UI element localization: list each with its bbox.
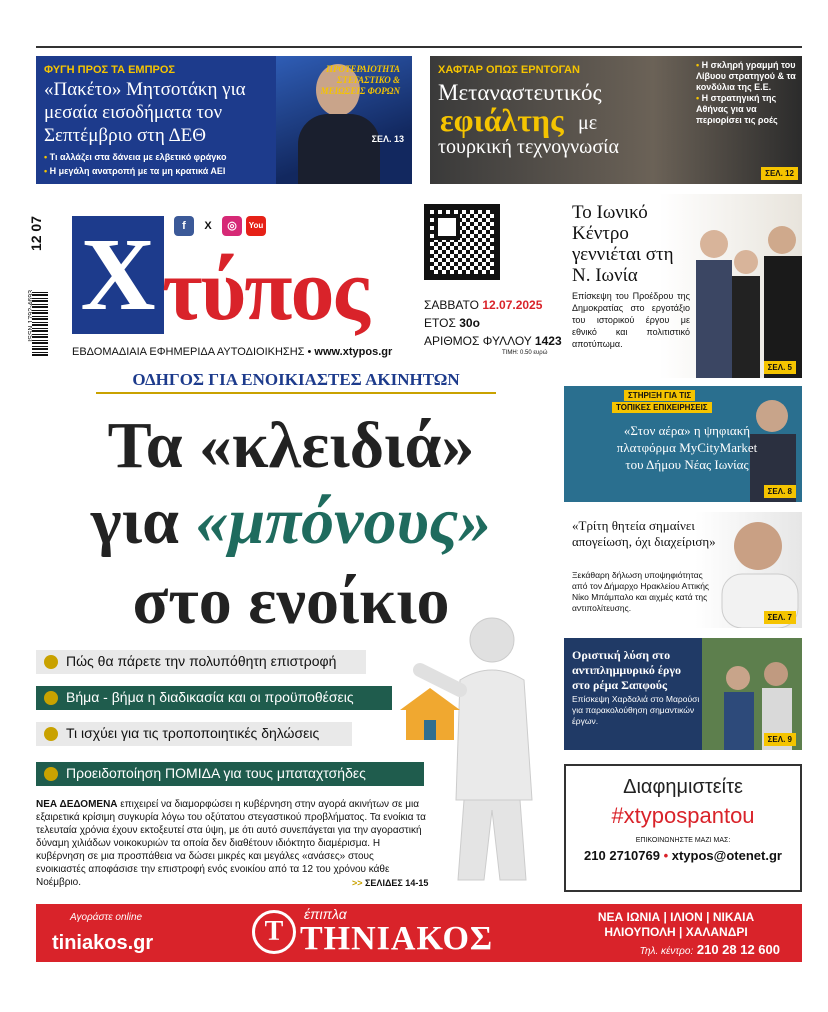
teaser-side-note: ΠΡΟΤΕΡΑΙΟΤΗΤΑ ΣΤΕΓΑΣΤΙΚΟ & ΜΕΙΩΣΕΙΣ ΦΟΡΩΝ xyxy=(320,64,400,96)
issue-year xyxy=(424,316,480,330)
year-value: 30ο xyxy=(459,316,480,330)
teaser-bullet: • Η σκληρή γραμμή του Λίβυου στρατηγού & τα κονδύλια της Ε.Ε. xyxy=(696,60,796,93)
ad-hashtag: #xtypospantou xyxy=(611,803,755,828)
ad-phone-line xyxy=(640,942,780,957)
continued-pages-text: ΣΕΛΙΔΕΣ 14-15 xyxy=(365,878,429,888)
ad-epipla: έπιπλα xyxy=(304,906,347,922)
body-text: επιχειρεί να διαμορφώσει η κυβέρνηση στην αγορά ακινήτων σε μια εξαιρετικά κρίσιμη συγκυρία λόγω του οξύτατου στεγαστικού προβλήματος. Τα ενοίκια τα τελευταία χρόνια έχουν εκτοξευτεί στα ύψη, με ότι αυτό συνεπάγεται για την αγοραστική δύναμη χιλιάδων νοικοκυριών τα οποία δεν διαθέτουν ιδιόκτητο διαμέρισμα. Η κυβέρνηση σε μια προσπάθεια να δώσει μικρές και μεγάλες «ανάσες» στους ενοικιαστές αποφάσισε την επιστροφή ενός ενοικίου από τα 12 του χρόνου κάθε Νοέμβριο. xyxy=(36,799,426,888)
issue-date-value: 12.07.2025 xyxy=(482,298,543,312)
issue-date xyxy=(424,298,542,312)
main-point: Τι ισχύει για τις τροποποιητικές δηλώσεις xyxy=(36,722,352,746)
page-ref: ΣΕΛ. 7 xyxy=(764,611,796,624)
teaser-migration[interactable] xyxy=(430,56,802,184)
logo-x: Χ xyxy=(72,216,164,334)
story-kicker: ΣΤΗΡΙΞΗ ΓΙΑ ΤΙΣ xyxy=(624,390,695,401)
barcode xyxy=(32,290,48,356)
main-point: Πώς θα πάρετε την πολυπόθητη επιστροφή xyxy=(36,650,366,674)
story-headline: Οριστική λύση στο αντιπλημμυρικό έργο στο ρέμα Σαπφούς xyxy=(572,648,682,692)
issue-number xyxy=(424,334,562,348)
headline-highlight: «μπόνους» xyxy=(195,485,492,558)
main-kicker: ΟΔΗΓΟΣ ΓΙΑ ΕΝΟΙΚΙΑΣΤΕΣ ΑΚΙΝΗΤΩΝ xyxy=(96,370,496,394)
teaser-headline-line1: Μεταναστευτικός xyxy=(438,80,602,105)
ad-email[interactable]: xtypos@otenet.gr xyxy=(671,848,782,863)
story-text: Ξεκάθαρη δήλωση υποψηφιότητας από τον Δήμαρχο Ηρακλείου Αττικής Νίκο Μπάμπαλο και αιχμές κατά της αντιπολίτευσης. xyxy=(572,570,710,613)
instagram-icon[interactable]: ◎ xyxy=(222,216,242,236)
ad-contact-label: ΕΠΙΚΟΙΝΩΝΗΣΤΕ ΜΑΖΙ ΜΑΣ: xyxy=(635,837,731,844)
body-lead: ΝΕΑ ΔΕΔΟΜΕΝΑ xyxy=(36,799,118,810)
main-point: Βήμα - βήμα η διαδικασία και οι προϋποθέσεις xyxy=(36,686,392,710)
logo-word: τύπος xyxy=(162,242,368,339)
teaser-kicker: ΧΑΦΤΑΡ ΟΠΩΣ ΕΡΝΤΟΓΑΝ xyxy=(438,64,580,76)
ad-online-label: Αγοράστε online xyxy=(70,912,143,923)
date-vertical-text: 12 07 xyxy=(28,216,44,252)
page-ref: ΣΕΛ. 12 xyxy=(761,167,798,180)
ad-brand: ΤΗΝΙΑΚΟΣ xyxy=(300,920,494,957)
story-headline: «Τρίτη θητεία σημαίνει απογείωση, όχι διαχείριση» xyxy=(572,518,716,549)
main-body xyxy=(36,798,429,889)
story-text: Επίσκεψη Χαρδαλιά στο Μαρούσι για παρακολούθηση σημαντικών έργων. xyxy=(572,694,700,726)
ad-phone[interactable]: 210 2710769 xyxy=(584,848,660,863)
youtube-icon[interactable]: You xyxy=(246,216,266,236)
price: ΤΙΜΗ: 0.50 ευρώ xyxy=(502,350,548,356)
qr-code[interactable] xyxy=(424,204,500,280)
teaser-headline-line3: τουρκική τεχνογνωσία xyxy=(438,136,619,158)
ad-areas-line2: ΗΛΙΟΥΠΟΛΗ | ΧΑΛΑΝΔΡΙ xyxy=(604,925,748,939)
tagline-text: ΕΒΔΟΜΑΔΙΑΙΑ ΕΦΗΜΕΡΙΔΑ ΑΥΤΟΔΙΟΙΚΗΣΗΣ xyxy=(72,346,305,358)
teaser-headline: «Πακέτο» Μητσοτάκη για μεσαία εισοδήματα τον Σεπτέμβριο στη ΔΕΘ xyxy=(44,79,246,146)
ad-tel[interactable]: 210 28 12 600 xyxy=(696,942,780,957)
tiniakos-logo-icon: Τ xyxy=(252,910,296,954)
teaser-bullet: • Η μεγάλη ανατροπή με τα μη κρατικά ΑΕΙ xyxy=(44,166,225,176)
main-point: Προειδοποίηση ΠΟΜΙΔΑ για τους μπαταχτσήδες xyxy=(36,762,424,786)
ad-areas-line1: ΝΕΑ ΙΩΝΙΑ | ΙΛΙΟΝ | ΝΙΚΑΙΑ xyxy=(597,910,755,924)
story-text: Επίσκεψη του Προέδρου της Δημοκρατίας στο εργοτάξιο του ιστορικού έργου με εθνικό και πολιτιστικό αποτύπωμα. xyxy=(572,291,690,349)
teaser-headline-highlight: εφιάλτης xyxy=(440,102,564,138)
teaser-headline-word: με xyxy=(578,112,598,134)
story-mycitymarket[interactable] xyxy=(564,386,802,502)
year-label: ΕΤΟΣ xyxy=(424,316,456,330)
ad-tel-label: Τηλ. κέντρο: xyxy=(639,946,694,957)
headline-word: για xyxy=(90,485,179,558)
story-sapfous-stream[interactable] xyxy=(564,638,802,750)
top-rule xyxy=(36,46,802,48)
website-link[interactable]: www.xtypos.gr xyxy=(314,346,393,358)
page-ref: ΣΕΛ. 13 xyxy=(371,134,404,144)
main-headline-line3[interactable]: στο ενοίκιο xyxy=(132,565,450,638)
ad-areas xyxy=(566,910,786,940)
teaser-bullet: • Η στρατηγική της Αθήνας για να περιορίσει τις ροές xyxy=(696,93,796,126)
advertise-box[interactable] xyxy=(564,764,802,892)
story-kicker: ΤΟΠΙΚΕΣ ΕΠΙΧΕΙΡΗΣΕΙΣ xyxy=(612,402,712,413)
facebook-icon[interactable]: f xyxy=(174,216,194,236)
issue-label: ΑΡΙΘΜΟΣ ΦΥΛΛΟΥ xyxy=(424,334,532,348)
continued-pages[interactable]: >> ΣΕΛΙΔΕΣ 14-15 xyxy=(352,878,429,888)
teaser-mitsotakis[interactable] xyxy=(36,56,412,184)
page-ref: ΣΕΛ. 9 xyxy=(764,733,796,746)
story-headline: «Στον αέρα» η ψηφιακή πλατφόρμα MyCityMarket του Δήμου Νέας Ιωνίας xyxy=(616,423,758,472)
tiniakos-ad[interactable] xyxy=(36,904,802,962)
ad-title: Διαφημιστείτε xyxy=(623,776,743,798)
teaser-bullets xyxy=(696,60,796,126)
main-headline-line2[interactable] xyxy=(36,486,546,558)
ad-contact: 210 2710769 • xtypos@otenet.gr xyxy=(584,848,782,863)
story-ionian-center[interactable] xyxy=(564,194,802,378)
story-babalos[interactable] xyxy=(564,512,802,628)
ad-site[interactable]: tiniakos.gr xyxy=(52,932,154,954)
page-ref: ΣΕΛ. 5 xyxy=(764,361,796,374)
page-ref: ΣΕΛ. 8 xyxy=(764,485,796,498)
story-photo xyxy=(684,204,802,378)
tagline: ΕΒΔΟΜΑΔΙΑΙΑ ΕΦΗΜΕΡΙΔΑ ΑΥΤΟΔΙΟΙΚΗΣΗΣ • www.xtypos.gr xyxy=(72,346,393,358)
x-icon[interactable]: X xyxy=(198,216,218,236)
issue-value: 1423 xyxy=(534,334,562,348)
story-headline: Το Ιωνικό Κέντρο γεννιέται στη Ν. Ιωνία xyxy=(572,202,674,286)
teaser-kicker: ΦΥΓΗ ΠΡΟΣ ΤΑ ΕΜΠΡΟΣ xyxy=(44,64,176,76)
main-headline-line1[interactable]: Τα «κλειδιά» xyxy=(107,409,475,482)
day-label: ΣΑΒΒΑΤΟ xyxy=(424,298,479,312)
teaser-bullet: • Τι αλλάζει στα δάνεια με ελβετικό φράγκο xyxy=(44,152,226,162)
